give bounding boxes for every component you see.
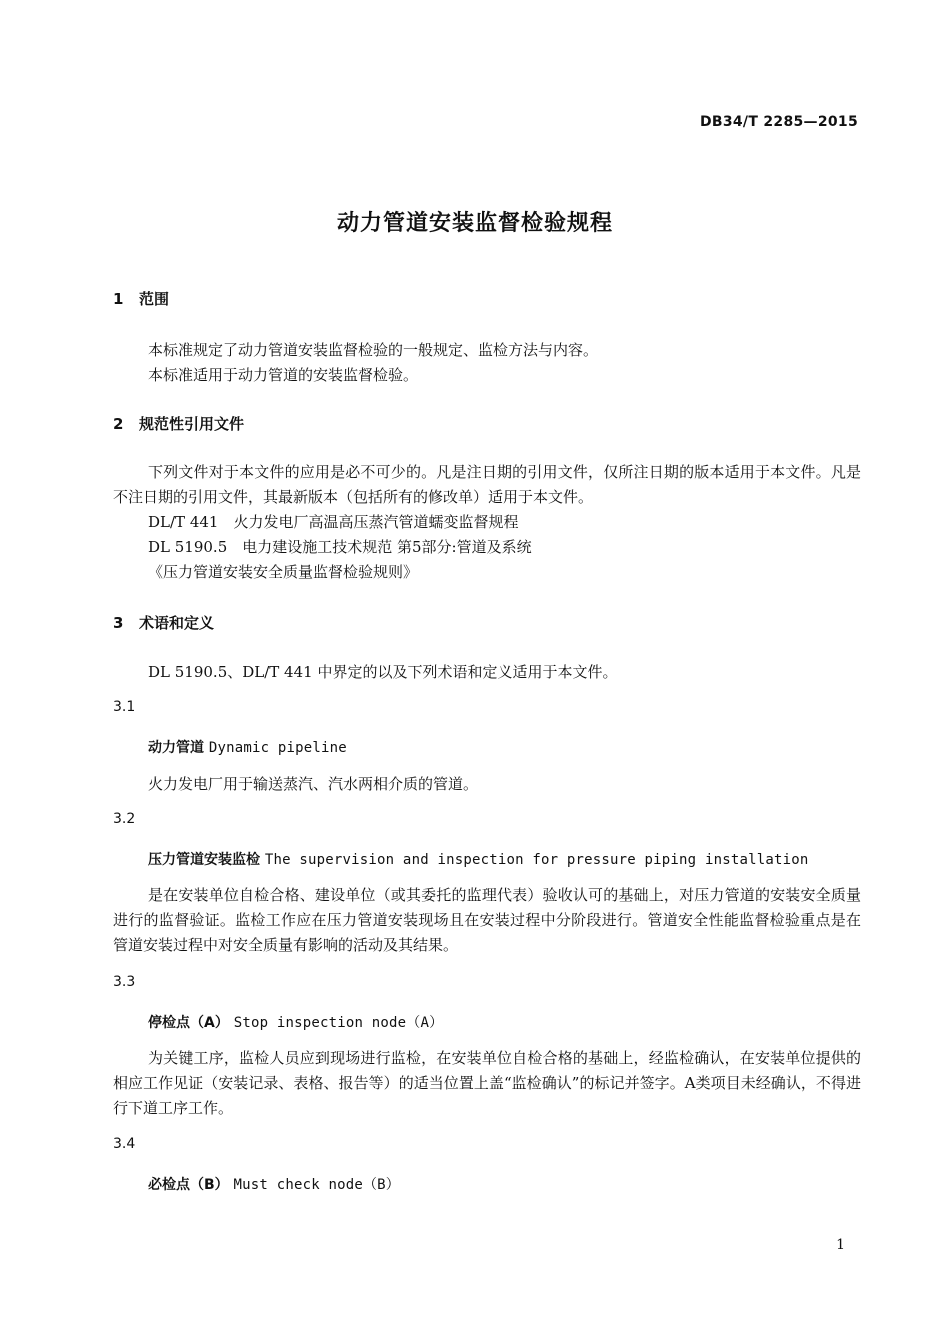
term-definition: 是在安装单位自检合格、建设单位（或其委托的监理代表）验收认可的基础上，对压力管道的安装安全质量进行的监督验证。监检工作应在压力管道安装现场且在安装过程中分阶段进行。管道安全性能监督检验重点是在管道安装过程中对安全质量有影响的活动及其结果。 bbox=[113, 886, 861, 954]
section-3-heading bbox=[113, 612, 214, 633]
term-en: Must check node（B） bbox=[233, 1177, 401, 1193]
section-title: 范围 bbox=[139, 290, 170, 308]
reference-item: DL 5190.5 电力建设施工技术规范 第5部分:管道及系统 bbox=[148, 538, 532, 556]
section-2-heading bbox=[113, 413, 244, 434]
paragraph: 下列文件对于本文件的应用是必不可少的。凡是注日期的引用文件，仅所注日期的版本适用于本文件。凡是不注日期的引用文件，其最新版本（包括所有的修改单）适用于本文件。 bbox=[113, 463, 861, 506]
section-1-heading bbox=[113, 288, 169, 309]
document-title: 动力管道安装监督检验规程 bbox=[336, 211, 613, 236]
term-heading bbox=[148, 1174, 400, 1194]
paragraph: 本标准适用于动力管道的安装监督检验。 bbox=[148, 366, 419, 384]
section-number: 1 bbox=[113, 290, 124, 308]
term-heading bbox=[148, 849, 808, 869]
clause-number: 3.3 bbox=[113, 974, 136, 990]
term-cn: 动力管道 bbox=[148, 740, 204, 756]
term-en: The supervision and inspection for pressure piping installation bbox=[264, 852, 809, 868]
term-definition: 火力发电厂用于输送蒸汽、汽水两相介质的管道。 bbox=[148, 775, 479, 793]
term-en: Stop inspection node（A） bbox=[233, 1015, 444, 1031]
term-heading bbox=[148, 1012, 443, 1032]
clause-number: 3.1 bbox=[113, 699, 136, 715]
clause-number: 3.2 bbox=[113, 811, 136, 827]
reference-item: DL/T 441 火力发电厂高温高压蒸汽管道蠕变监督规程 bbox=[148, 513, 519, 531]
term-heading bbox=[148, 737, 347, 757]
section-title: 术语和定义 bbox=[139, 614, 215, 632]
standard-code: DB34/T 2285—2015 bbox=[699, 114, 858, 130]
term-en: Dynamic pipeline bbox=[208, 740, 347, 756]
section-title: 规范性引用文件 bbox=[139, 415, 245, 433]
paragraph: 本标准规定了动力管道安装监督检验的一般规定、监检方法与内容。 bbox=[148, 341, 599, 359]
term-cn: 压力管道安装监检 bbox=[148, 852, 260, 868]
clause-number: 3.4 bbox=[113, 1136, 136, 1152]
reference-item: 《压力管道安装安全质量监督检验规则》 bbox=[148, 563, 419, 581]
paragraph: DL 5190.5、DL/T 441 中界定的以及下列术语和定义适用于本文件。 bbox=[148, 663, 618, 681]
term-cn: 必检点（B） bbox=[148, 1177, 229, 1193]
section-number: 2 bbox=[113, 415, 124, 433]
page-number: 1 bbox=[836, 1237, 845, 1253]
section-number: 3 bbox=[113, 614, 124, 632]
term-cn: 停检点（A） bbox=[148, 1015, 229, 1031]
term-definition: 为关键工序，监检人员应到现场进行监检，在安装单位自检合格的基础上，经监检确认，在安装单位提供的相应工作见证（安装记录、表格、报告等）的适当位置上盖“监检确认”的标记并签字。A类项目未经确认，不得进行下道工序工作。 bbox=[113, 1049, 861, 1117]
